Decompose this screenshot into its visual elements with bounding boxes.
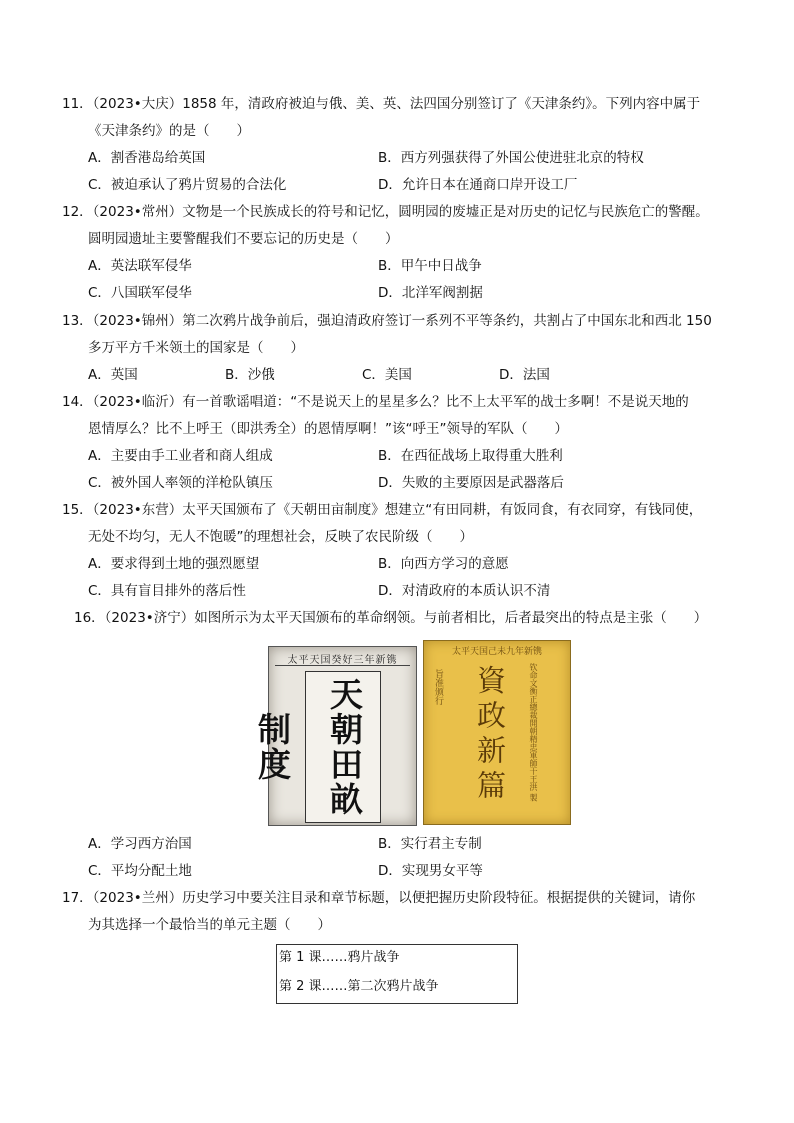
option-d[interactable]: D．失败的主要原因是武器落后 bbox=[378, 475, 564, 491]
option-d[interactable]: D．北洋军阀割据 bbox=[378, 285, 483, 301]
question-13-stem-line1: 13．（2023•锦州）第二次鸦片战争前后，强迫清政府签订一系列不平等条约，共割占了中国东北和西北 150 bbox=[62, 313, 712, 329]
option-b[interactable]: B．甲午中日战争 bbox=[378, 258, 482, 274]
question-15-stem-line1: 15．（2023•东营）太平天国颁布了《天朝田亩制度》想建立“有田同耕，有饭同食，有衣同穿，有钱同使， bbox=[62, 502, 703, 518]
option-b[interactable]: B．在西征战场上取得重大胜利 bbox=[378, 448, 563, 464]
option-a[interactable]: A．主要由手工业者和商人组成 bbox=[88, 448, 273, 464]
question-14 bbox=[62, 389, 728, 497]
question-16-stem-line1: 16．（2023•济宁）如图所示为太平天国颁布的革命纲领。与前者相比，后者最突出的特点是主张（ ） bbox=[74, 610, 708, 626]
book1-header-band: 太平天国癸好三年新镌 bbox=[275, 651, 410, 666]
option-a[interactable]: A．要求得到土地的强烈愿望 bbox=[88, 556, 260, 572]
option-c[interactable]: C．被外国人率领的洋枪队镇压 bbox=[88, 475, 273, 491]
option-d[interactable]: D．允许日本在通商口岸开设工厂 bbox=[378, 177, 578, 193]
option-c[interactable]: C．八国联军侵华 bbox=[88, 285, 192, 301]
option-b[interactable]: B．沙俄 bbox=[225, 367, 275, 383]
question-14-stem-line2: 恩情厚么？比不上呼王（即洪秀全）的恩情厚啊！”该“呼王”领导的军队（ ） bbox=[88, 421, 568, 437]
question-12-stem-line1: 12．（2023•常州）文物是一个民族成长的符号和记忆，圆明园的废墟正是对历史的记忆与民族危亡的警醒。 bbox=[62, 204, 709, 220]
question-15-stem-line2: 无处不均匀，无人不饱暖”的理想社会，反映了农民阶级（ ） bbox=[88, 529, 473, 545]
option-c[interactable]: C．平均分配土地 bbox=[88, 863, 192, 879]
question-14-stem-line1: 14．（2023•临沂）有一首歌谣唱道：“不是说天上的星星多么？比不上太平军的战士多啊！不是说天地的 bbox=[62, 394, 689, 410]
question-16-options bbox=[88, 831, 728, 885]
question-11-stem-line1: 11．（2023•大庆）1858 年，清政府被迫与俄、美、英、法四国分别签订了《天津条约》。下列内容中属于 bbox=[62, 96, 701, 112]
option-a[interactable]: A．学习西方治国 bbox=[88, 836, 192, 852]
option-d[interactable]: D．实现男女平等 bbox=[378, 863, 483, 879]
lesson-1-row: 第 1 课……鸦片战争 bbox=[277, 945, 517, 974]
question-16-figure bbox=[253, 640, 588, 826]
question-11 bbox=[62, 91, 728, 199]
book2-side-text-right: 钦命文衡正總裁開朝精忠軍師干王洪 製 bbox=[529, 663, 538, 802]
option-a[interactable]: A．英法联军侵华 bbox=[88, 258, 192, 274]
question-16 bbox=[74, 605, 728, 632]
tianchao-tianmu-book-image bbox=[253, 646, 417, 826]
question-12 bbox=[62, 199, 728, 307]
option-c[interactable]: C．被迫承认了鸦片贸易的合法化 bbox=[88, 177, 287, 193]
question-17 bbox=[62, 885, 728, 939]
option-d[interactable]: D．对清政府的本质认识不清 bbox=[378, 583, 551, 599]
question-17-stem-line2: 为其选择一个最恰当的单元主题（ ） bbox=[88, 917, 331, 933]
option-c[interactable]: C．美国 bbox=[362, 367, 412, 383]
question-15 bbox=[62, 497, 728, 605]
question-13 bbox=[62, 308, 728, 389]
option-c[interactable]: C．具有盲目排外的落后性 bbox=[88, 583, 246, 599]
question-13-stem-line2: 多万平方千米领土的国家是（ ） bbox=[88, 340, 304, 356]
book2-side-text-left: 旨准颁行 bbox=[433, 669, 443, 705]
option-b[interactable]: B．向西方学习的意愿 bbox=[378, 556, 509, 572]
question-17-stem-line1: 17．（2023•兰州）历史学习中要关注目录和章节标题，以便把握历史阶段特征。根据提供的关键词，请你 bbox=[62, 890, 696, 906]
option-a[interactable]: A．英国 bbox=[88, 367, 138, 383]
option-b[interactable]: B．实行君主专制 bbox=[378, 836, 482, 852]
book2-title: 資政新篇 bbox=[473, 665, 507, 805]
question-11-stem-line2: 《天津条约》的是（ ） bbox=[88, 123, 250, 139]
option-b[interactable]: B．西方列强获得了外国公使进驻北京的特权 bbox=[378, 150, 644, 166]
zizheng-xinpian-book-image bbox=[423, 640, 571, 825]
option-d[interactable]: D．法国 bbox=[499, 367, 550, 383]
lesson-2-row: 第 2 课……第二次鸦片战争 bbox=[279, 979, 439, 994]
question-12-stem-line2: 圆明园遗址主要警醒我们不要忘记的历史是（ ） bbox=[88, 231, 399, 247]
book1-title: 天朝田畝制度 bbox=[305, 671, 381, 823]
lesson-list-box bbox=[276, 944, 518, 1004]
option-a[interactable]: A．割香港岛给英国 bbox=[88, 150, 206, 166]
book2-header-band: 太平天国己未九年新镌 bbox=[451, 647, 542, 657]
